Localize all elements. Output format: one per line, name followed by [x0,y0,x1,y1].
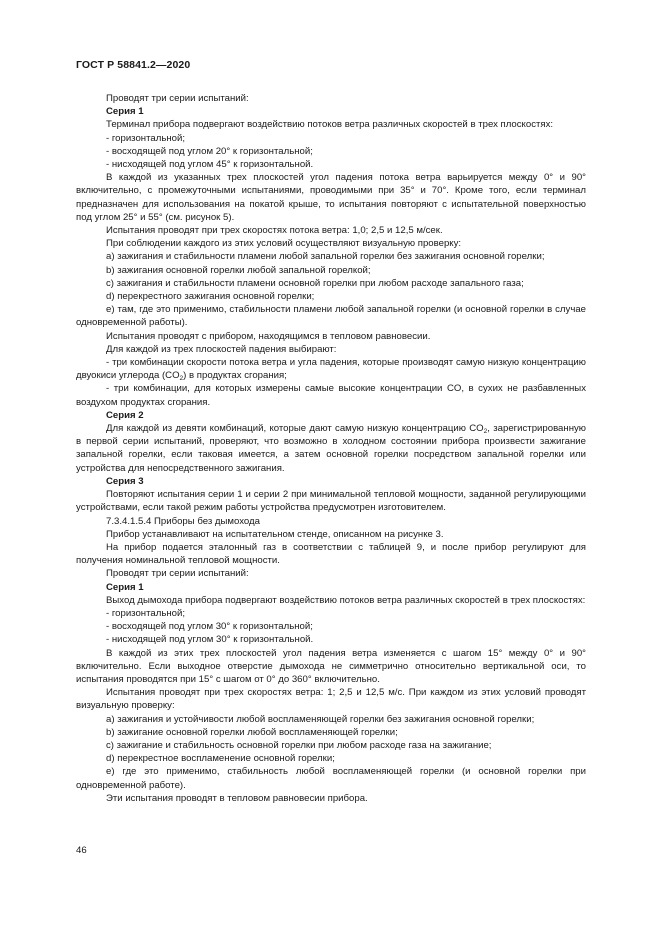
list-item: d) перекрестного зажигания основной горелки; [106,291,315,303]
list-item: d) перекрестное воспламенение основной горелки; [106,753,335,765]
paragraph: Испытания проводят при трех скоростях потока ветра: 1,0; 2,5 и 12,5 м/сек. [106,225,443,237]
list-item: c) зажигания и стабильности пламени основной горелки при любом расходе запального газа; [106,277,524,289]
paragraph: Повторяют испытания серии 1 и серии 2 при минимальной тепловой мощности, заданной регулирующими устройствами, если такой режим работы устройства предусмотрен изготовителем. [76,489,586,514]
list-item: e) там, где это применимо, стабильности пламени любой запальной горелки (и основной горелки в случае одновременной работы). [76,304,586,329]
paragraph: 7.3.4.1.5.4 Приборы без дымохода [106,515,260,527]
document-header: ГОСТ Р 58841.2—2020 [76,59,191,71]
page-number: 46 [76,845,87,856]
paragraph: Проводят три серии испытаний: [106,93,249,104]
paragraph: В каждой из указанных трех плоскостей угол падения потока ветра варьируется между 0° и 90° включительно, с промежуточными испытаниями, проводимыми при 35° и 70°. Кроме того, если терминал предназначен для использования на покатой крыше, то испытания повторяют с испытательной поверхностью под углом 25° и 55° (см. рисунок 5). [76,172,586,223]
list-item: а) зажигания и устойчивости любой воспламеняющей горелки без зажигания основной горелки; [106,713,535,725]
list-item: - нисходящей под углом 45° к горизонтальной. [106,159,314,171]
section-heading: Серия 3 [106,475,144,487]
list-item: - три комбинации, для которых измерены самые высокие концентрации CO, в сухих не разбавленных воздухом продуктах сгорания. [76,383,586,408]
paragraph: Терминал прибора подвергают воздействию потоков ветра различных скоростей в трех плоскостях: [106,119,554,131]
list-item: е) где это применимо, стабильность любой воспламеняющей горелки (и основной горелки при одновременной работе). [76,766,586,791]
list-item: b) зажигания основной горелки любой запальной горелкой; [106,264,371,276]
paragraph: Проводят три серии испытаний: [106,568,249,580]
paragraph: Для каждой из девяти комбинаций, которые дают самую низкую концентрацию $CO_2$, зарегистрированную в первой серии испытаний, проверяют, что возможно в холодном состоянии прибора произвести зажигание запальной горелки, если таковая имеется, а затем основной горелки посредством запальной горелки или устройства для непосредственного зажигания. [76,423,586,474]
paragraph: При соблюдении каждого из этих условий осуществляют визуальную проверку: [106,238,462,250]
paragraph: Испытания проводят с прибором, находящимся в тепловом равновесии. [106,330,431,342]
section-heading: Серия 1 [106,106,144,118]
list-item: - горизонтальной; [106,132,185,144]
section-heading: Серия 1 [106,581,144,593]
list-item: b) зажигание основной горелки любой воспламеняющей горелки; [106,726,398,738]
section-heading: Серия 2 [106,409,144,421]
list-item: - три комбинации скорости потока ветра и угла падения, которые производят самую низкую концентрацию двуокиси углерода $(CO_2)$ в продуктах сгорания; [76,357,586,383]
list-item: - горизонтальной; [106,607,185,619]
list-item: c) зажигание и стабильность основной горелки при любом расходе газа на зажигание; [106,739,492,751]
paragraph: Испытания проводят при трех скоростях ветра: 1; 2,5 и 12,5 м/с. При каждом из этих условий проводят визуальную проверку: [76,687,586,712]
paragraph: Выход дымохода прибора подвергают воздействию потоков ветра различных скоростей в трех плоскостях: [106,594,586,606]
paragraph: Эти испытания проводят в тепловом равновесии прибора. [106,792,368,804]
paragraph: На прибор подается эталонный газ в соответствии с таблицей 9, и после прибор регулируют для получения номинальной тепловой мощности. [76,541,586,567]
document-body [76,92,586,805]
paragraph: Для каждой из трех плоскостей падения выбирают: [106,343,337,355]
list-item: - восходящей под углом 20° к горизонтальной; [106,145,313,157]
list-item: - восходящей под углом 30° к горизонтальной; [106,621,313,633]
paragraph: В каждой из этих трех плоскостей угол падения ветра изменяется с шагом 15° между 0° и 90° включительно. Если выходное отверстие дымохода не симметрично относительно вертикальной оси, то испытания проводятся при 15° с шагом от 0° до 360° включительно. [76,647,586,685]
paragraph: Прибор устанавливают на испытательном стенде, описанном на рисунке 3. [106,528,444,540]
list-item: - нисходящей под углом 30° к горизонтальной. [106,634,314,646]
list-item: а) зажигания и стабильности пламени любой запальной горелки без зажигания основной горелки; [106,251,545,263]
